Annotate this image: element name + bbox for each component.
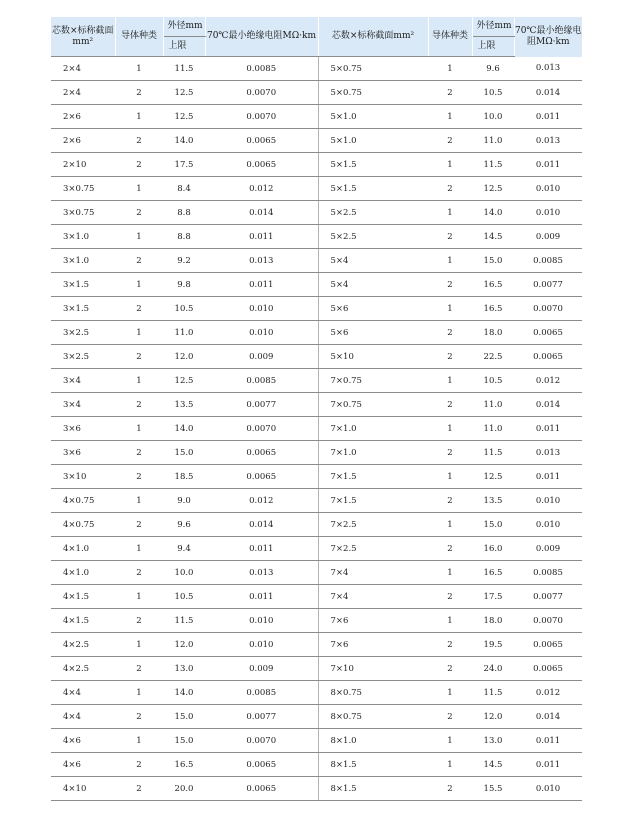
cell-left-cores-section: 4×1.0 bbox=[51, 537, 115, 561]
cell-left-conductor-type: 1 bbox=[115, 633, 163, 657]
cell-right-outer-diameter: 13.0 bbox=[472, 729, 514, 753]
cell-left-insulation-resistance: 0.013 bbox=[205, 249, 318, 273]
cell-right-conductor-type: 1 bbox=[428, 369, 472, 393]
cell-left-conductor-type: 2 bbox=[115, 561, 163, 585]
table-row bbox=[51, 417, 582, 441]
cell-right-outer-diameter: 13.5 bbox=[472, 489, 514, 513]
cell-left-cores-section: 3×6 bbox=[51, 417, 115, 441]
cell-right-conductor-type: 1 bbox=[428, 153, 472, 177]
cell-left-outer-diameter: 17.5 bbox=[163, 153, 205, 177]
cell-left-cores-section: 4×6 bbox=[51, 753, 115, 777]
cell-left-outer-diameter: 13.5 bbox=[163, 393, 205, 417]
cell-right-conductor-type: 1 bbox=[428, 561, 472, 585]
cell-right-conductor-type: 1 bbox=[428, 417, 472, 441]
cell-right-insulation-resistance: 0.0077 bbox=[514, 585, 582, 609]
cell-left-cores-section: 4×1.0 bbox=[51, 561, 115, 585]
cell-right-insulation-resistance: 0.011 bbox=[514, 729, 582, 753]
cell-left-outer-diameter: 9.6 bbox=[163, 513, 205, 537]
cell-right-cores-section: 7×10 bbox=[318, 657, 428, 681]
cell-left-cores-section: 4×10 bbox=[51, 777, 115, 801]
cell-left-outer-diameter: 12.5 bbox=[163, 369, 205, 393]
cell-left-conductor-type: 2 bbox=[115, 345, 163, 369]
cell-right-cores-section: 8×1.0 bbox=[318, 729, 428, 753]
cell-left-outer-diameter: 15.0 bbox=[163, 705, 205, 729]
cell-right-conductor-type: 2 bbox=[428, 537, 472, 561]
cell-right-cores-section: 8×0.75 bbox=[318, 705, 428, 729]
cell-right-insulation-resistance: 0.014 bbox=[514, 393, 582, 417]
cell-right-cores-section: 5×4 bbox=[318, 273, 428, 297]
cell-right-cores-section: 7×1.0 bbox=[318, 417, 428, 441]
table-row bbox=[51, 705, 582, 729]
cell-right-conductor-type: 2 bbox=[428, 81, 472, 105]
cell-left-insulation-resistance: 0.0065 bbox=[205, 129, 318, 153]
cell-left-insulation-resistance: 0.012 bbox=[205, 177, 318, 201]
header-outer-diameter-right: 外径mm bbox=[472, 17, 514, 37]
cell-right-insulation-resistance: 0.0065 bbox=[514, 345, 582, 369]
cell-left-insulation-resistance: 0.010 bbox=[205, 321, 318, 345]
table-row bbox=[51, 585, 582, 609]
cell-right-insulation-resistance: 0.0065 bbox=[514, 321, 582, 345]
cell-left-insulation-resistance: 0.0065 bbox=[205, 753, 318, 777]
cell-right-cores-section: 7×1.5 bbox=[318, 489, 428, 513]
cell-right-cores-section: 7×4 bbox=[318, 561, 428, 585]
cell-right-outer-diameter: 15.5 bbox=[472, 777, 514, 801]
cell-left-outer-diameter: 15.0 bbox=[163, 441, 205, 465]
cell-left-insulation-resistance: 0.0065 bbox=[205, 465, 318, 489]
cell-right-insulation-resistance: 0.010 bbox=[514, 513, 582, 537]
cell-right-insulation-resistance: 0.010 bbox=[514, 489, 582, 513]
cell-right-insulation-resistance: 0.009 bbox=[514, 225, 582, 249]
table-row bbox=[51, 369, 582, 393]
cell-left-insulation-resistance: 0.011 bbox=[205, 537, 318, 561]
cell-left-insulation-resistance: 0.010 bbox=[205, 633, 318, 657]
table-row bbox=[51, 105, 582, 129]
cell-left-cores-section: 3×1.5 bbox=[51, 273, 115, 297]
cell-right-insulation-resistance: 0.0077 bbox=[514, 273, 582, 297]
cell-right-cores-section: 7×1.0 bbox=[318, 441, 428, 465]
header-insulation-resistance-right: 70℃最小绝缘电阻MΩ·km bbox=[514, 17, 582, 57]
cell-right-conductor-type: 1 bbox=[428, 201, 472, 225]
table-row bbox=[51, 393, 582, 417]
table-row bbox=[51, 729, 582, 753]
cell-right-conductor-type: 2 bbox=[428, 129, 472, 153]
table-row bbox=[51, 681, 582, 705]
cell-left-insulation-resistance: 0.0070 bbox=[205, 417, 318, 441]
cell-right-cores-section: 7×2.5 bbox=[318, 537, 428, 561]
cell-right-cores-section: 5×6 bbox=[318, 321, 428, 345]
cell-right-insulation-resistance: 0.0085 bbox=[514, 249, 582, 273]
cell-left-outer-diameter: 9.2 bbox=[163, 249, 205, 273]
table-row bbox=[51, 321, 582, 345]
cell-right-cores-section: 8×0.75 bbox=[318, 681, 428, 705]
cell-left-cores-section: 2×10 bbox=[51, 153, 115, 177]
table-row bbox=[51, 297, 582, 321]
cell-right-cores-section: 8×1.5 bbox=[318, 777, 428, 801]
cell-left-cores-section: 3×6 bbox=[51, 441, 115, 465]
cell-left-insulation-resistance: 0.0065 bbox=[205, 153, 318, 177]
cell-left-conductor-type: 2 bbox=[115, 201, 163, 225]
table-row bbox=[51, 81, 582, 105]
table-row bbox=[51, 201, 582, 225]
cell-right-outer-diameter: 12.5 bbox=[472, 177, 514, 201]
cell-left-insulation-resistance: 0.010 bbox=[205, 297, 318, 321]
table-row bbox=[51, 249, 582, 273]
cell-left-outer-diameter: 14.0 bbox=[163, 129, 205, 153]
cell-left-conductor-type: 1 bbox=[115, 105, 163, 129]
cell-right-cores-section: 7×0.75 bbox=[318, 393, 428, 417]
cell-left-cores-section: 3×2.5 bbox=[51, 345, 115, 369]
cell-right-insulation-resistance: 0.013 bbox=[514, 129, 582, 153]
cell-left-outer-diameter: 11.5 bbox=[163, 57, 205, 81]
cell-left-conductor-type: 2 bbox=[115, 753, 163, 777]
cell-left-outer-diameter: 11.0 bbox=[163, 321, 205, 345]
header-cores-section-right: 芯数×标称截面mm² bbox=[318, 17, 428, 57]
cell-left-conductor-type: 2 bbox=[115, 513, 163, 537]
cell-left-cores-section: 3×4 bbox=[51, 393, 115, 417]
cell-right-insulation-resistance: 0.014 bbox=[514, 81, 582, 105]
cell-right-conductor-type: 2 bbox=[428, 777, 472, 801]
table-row bbox=[51, 537, 582, 561]
header-outer-diameter-left: 外径mm bbox=[163, 17, 205, 37]
cell-left-conductor-type: 1 bbox=[115, 57, 163, 81]
cell-left-insulation-resistance: 0.0070 bbox=[205, 105, 318, 129]
cell-left-conductor-type: 1 bbox=[115, 681, 163, 705]
cell-left-outer-diameter: 10.5 bbox=[163, 585, 205, 609]
cell-left-outer-diameter: 12.0 bbox=[163, 345, 205, 369]
header-conductor-type-right: 导体种类 bbox=[428, 17, 472, 57]
cell-left-conductor-type: 2 bbox=[115, 441, 163, 465]
cell-left-cores-section: 3×1.5 bbox=[51, 297, 115, 321]
cell-right-outer-diameter: 9.6 bbox=[472, 57, 514, 81]
cell-right-insulation-resistance: 0.010 bbox=[514, 777, 582, 801]
cell-right-conductor-type: 1 bbox=[428, 249, 472, 273]
table-row bbox=[51, 657, 582, 681]
header-conductor-type-left: 导体种类 bbox=[115, 17, 163, 57]
cell-left-outer-diameter: 13.0 bbox=[163, 657, 205, 681]
cell-right-outer-diameter: 14.5 bbox=[472, 225, 514, 249]
cell-right-outer-diameter: 10.5 bbox=[472, 369, 514, 393]
cell-left-insulation-resistance: 0.0070 bbox=[205, 729, 318, 753]
cell-left-conductor-type: 1 bbox=[115, 537, 163, 561]
cell-left-cores-section: 4×4 bbox=[51, 681, 115, 705]
header-insulation-resistance-left: 70℃最小绝缘电阻MΩ·km bbox=[205, 17, 318, 57]
cell-right-outer-diameter: 11.0 bbox=[472, 393, 514, 417]
cell-right-outer-diameter: 16.5 bbox=[472, 297, 514, 321]
cell-left-outer-diameter: 12.0 bbox=[163, 633, 205, 657]
table-row bbox=[51, 513, 582, 537]
cell-right-cores-section: 7×4 bbox=[318, 585, 428, 609]
cell-left-outer-diameter: 15.0 bbox=[163, 729, 205, 753]
cell-right-conductor-type: 1 bbox=[428, 513, 472, 537]
cell-right-insulation-resistance: 0.011 bbox=[514, 465, 582, 489]
cell-left-cores-section: 4×0.75 bbox=[51, 513, 115, 537]
cell-left-cores-section: 3×2.5 bbox=[51, 321, 115, 345]
cell-right-outer-diameter: 10.0 bbox=[472, 105, 514, 129]
table-row bbox=[51, 153, 582, 177]
cell-left-outer-diameter: 9.4 bbox=[163, 537, 205, 561]
cell-right-cores-section: 7×0.75 bbox=[318, 369, 428, 393]
cell-left-cores-section: 4×2.5 bbox=[51, 633, 115, 657]
cell-left-insulation-resistance: 0.0065 bbox=[205, 777, 318, 801]
cell-right-insulation-resistance: 0.012 bbox=[514, 681, 582, 705]
cell-left-insulation-resistance: 0.0077 bbox=[205, 393, 318, 417]
cell-right-insulation-resistance: 0.010 bbox=[514, 177, 582, 201]
cell-right-insulation-resistance: 0.011 bbox=[514, 105, 582, 129]
cell-left-outer-diameter: 11.5 bbox=[163, 609, 205, 633]
cell-left-outer-diameter: 14.0 bbox=[163, 681, 205, 705]
cell-right-conductor-type: 2 bbox=[428, 633, 472, 657]
cell-right-outer-diameter: 16.5 bbox=[472, 561, 514, 585]
cell-left-outer-diameter: 8.4 bbox=[163, 177, 205, 201]
cell-left-conductor-type: 1 bbox=[115, 369, 163, 393]
cell-left-conductor-type: 2 bbox=[115, 657, 163, 681]
cell-right-outer-diameter: 22.5 bbox=[472, 345, 514, 369]
header-cores-section-left: 芯数×标称截面mm² bbox=[51, 17, 115, 57]
cell-right-cores-section: 5×1.5 bbox=[318, 177, 428, 201]
cell-left-cores-section: 3×10 bbox=[51, 465, 115, 489]
cell-left-conductor-type: 2 bbox=[115, 297, 163, 321]
cell-right-outer-diameter: 15.0 bbox=[472, 249, 514, 273]
cell-right-insulation-resistance: 0.013 bbox=[514, 57, 582, 81]
cell-right-cores-section: 5×10 bbox=[318, 345, 428, 369]
table-row bbox=[51, 225, 582, 249]
table-row bbox=[51, 345, 582, 369]
cell-left-cores-section: 2×6 bbox=[51, 105, 115, 129]
cell-right-insulation-resistance: 0.0065 bbox=[514, 657, 582, 681]
cell-left-cores-section: 4×4 bbox=[51, 705, 115, 729]
cell-left-conductor-type: 1 bbox=[115, 585, 163, 609]
cell-right-outer-diameter: 16.0 bbox=[472, 537, 514, 561]
cell-right-cores-section: 5×2.5 bbox=[318, 225, 428, 249]
cell-right-outer-diameter: 19.5 bbox=[472, 633, 514, 657]
cell-right-cores-section: 8×1.5 bbox=[318, 753, 428, 777]
cell-right-cores-section: 5×1.5 bbox=[318, 153, 428, 177]
table-row bbox=[51, 489, 582, 513]
cell-left-conductor-type: 2 bbox=[115, 81, 163, 105]
cell-left-conductor-type: 1 bbox=[115, 273, 163, 297]
cell-right-outer-diameter: 11.0 bbox=[472, 129, 514, 153]
cell-left-outer-diameter: 9.0 bbox=[163, 489, 205, 513]
cell-right-conductor-type: 1 bbox=[428, 753, 472, 777]
cell-left-cores-section: 2×6 bbox=[51, 129, 115, 153]
cell-left-outer-diameter: 20.0 bbox=[163, 777, 205, 801]
cell-right-cores-section: 5×6 bbox=[318, 297, 428, 321]
cell-right-outer-diameter: 24.0 bbox=[472, 657, 514, 681]
cell-left-cores-section: 4×0.75 bbox=[51, 489, 115, 513]
cell-right-cores-section: 5×2.5 bbox=[318, 201, 428, 225]
cell-right-outer-diameter: 18.0 bbox=[472, 321, 514, 345]
cell-right-insulation-resistance: 0.0070 bbox=[514, 297, 582, 321]
cell-right-insulation-resistance: 0.014 bbox=[514, 705, 582, 729]
cell-right-cores-section: 7×2.5 bbox=[318, 513, 428, 537]
header-upper-limit-right: 上限 bbox=[472, 37, 514, 57]
cell-left-insulation-resistance: 0.0085 bbox=[205, 369, 318, 393]
cell-left-insulation-resistance: 0.0085 bbox=[205, 681, 318, 705]
cell-left-cores-section: 2×4 bbox=[51, 57, 115, 81]
cell-left-conductor-type: 2 bbox=[115, 609, 163, 633]
cell-right-outer-diameter: 11.0 bbox=[472, 417, 514, 441]
cell-right-conductor-type: 1 bbox=[428, 681, 472, 705]
cell-left-conductor-type: 2 bbox=[115, 153, 163, 177]
cell-right-insulation-resistance: 0.011 bbox=[514, 153, 582, 177]
cell-right-cores-section: 7×6 bbox=[318, 609, 428, 633]
cell-right-conductor-type: 2 bbox=[428, 321, 472, 345]
cell-right-cores-section: 7×6 bbox=[318, 633, 428, 657]
cell-right-insulation-resistance: 0.009 bbox=[514, 537, 582, 561]
cell-right-conductor-type: 1 bbox=[428, 105, 472, 129]
cell-left-outer-diameter: 9.8 bbox=[163, 273, 205, 297]
table-row bbox=[51, 561, 582, 585]
table-row bbox=[51, 633, 582, 657]
cell-left-insulation-resistance: 0.011 bbox=[205, 273, 318, 297]
cell-right-outer-diameter: 12.0 bbox=[472, 705, 514, 729]
cell-right-conductor-type: 2 bbox=[428, 393, 472, 417]
cell-right-outer-diameter: 18.0 bbox=[472, 609, 514, 633]
cell-left-insulation-resistance: 0.014 bbox=[205, 513, 318, 537]
cell-left-conductor-type: 1 bbox=[115, 225, 163, 249]
cell-right-cores-section: 7×1.5 bbox=[318, 465, 428, 489]
table-row bbox=[51, 609, 582, 633]
cell-right-insulation-resistance: 0.010 bbox=[514, 201, 582, 225]
cell-left-outer-diameter: 12.5 bbox=[163, 81, 205, 105]
cell-left-insulation-resistance: 0.014 bbox=[205, 201, 318, 225]
cell-right-conductor-type: 2 bbox=[428, 225, 472, 249]
table-row bbox=[51, 57, 582, 81]
cell-right-outer-diameter: 11.5 bbox=[472, 153, 514, 177]
cell-right-conductor-type: 1 bbox=[428, 57, 472, 81]
header-row bbox=[51, 17, 582, 37]
cell-left-conductor-type: 2 bbox=[115, 129, 163, 153]
cell-left-cores-section: 4×6 bbox=[51, 729, 115, 753]
table-row bbox=[51, 273, 582, 297]
cell-left-outer-diameter: 10.0 bbox=[163, 561, 205, 585]
cell-left-cores-section: 4×1.5 bbox=[51, 585, 115, 609]
cell-right-conductor-type: 2 bbox=[428, 489, 472, 513]
cell-left-outer-diameter: 14.0 bbox=[163, 417, 205, 441]
cell-left-outer-diameter: 18.5 bbox=[163, 465, 205, 489]
cell-right-conductor-type: 1 bbox=[428, 465, 472, 489]
cell-left-outer-diameter: 8.8 bbox=[163, 225, 205, 249]
cell-left-conductor-type: 1 bbox=[115, 177, 163, 201]
table-row bbox=[51, 777, 582, 801]
cell-right-conductor-type: 2 bbox=[428, 441, 472, 465]
cell-left-cores-section: 3×0.75 bbox=[51, 201, 115, 225]
cell-right-insulation-resistance: 0.012 bbox=[514, 369, 582, 393]
header-upper-limit-left: 上限 bbox=[163, 37, 205, 57]
cell-left-insulation-resistance: 0.0065 bbox=[205, 441, 318, 465]
cell-left-insulation-resistance: 0.013 bbox=[205, 561, 318, 585]
cell-right-insulation-resistance: 0.013 bbox=[514, 441, 582, 465]
table-row bbox=[51, 441, 582, 465]
cell-right-cores-section: 5×1.0 bbox=[318, 105, 428, 129]
cell-right-conductor-type: 1 bbox=[428, 297, 472, 321]
cell-right-outer-diameter: 10.5 bbox=[472, 81, 514, 105]
cell-left-insulation-resistance: 0.012 bbox=[205, 489, 318, 513]
cell-left-insulation-resistance: 0.0070 bbox=[205, 81, 318, 105]
cell-right-outer-diameter: 11.5 bbox=[472, 681, 514, 705]
cell-right-outer-diameter: 15.0 bbox=[472, 513, 514, 537]
cell-right-insulation-resistance: 0.0065 bbox=[514, 633, 582, 657]
cell-left-outer-diameter: 10.5 bbox=[163, 297, 205, 321]
cell-right-conductor-type: 2 bbox=[428, 177, 472, 201]
cell-left-insulation-resistance: 0.010 bbox=[205, 609, 318, 633]
cell-left-outer-diameter: 16.5 bbox=[163, 753, 205, 777]
cell-left-conductor-type: 2 bbox=[115, 393, 163, 417]
table-row bbox=[51, 753, 582, 777]
table-row bbox=[51, 129, 582, 153]
cell-left-conductor-type: 2 bbox=[115, 777, 163, 801]
cell-left-conductor-type: 1 bbox=[115, 489, 163, 513]
table-row bbox=[51, 465, 582, 489]
table-body bbox=[51, 57, 582, 801]
cell-left-cores-section: 3×0.75 bbox=[51, 177, 115, 201]
cell-right-conductor-type: 2 bbox=[428, 585, 472, 609]
cell-right-cores-section: 5×0.75 bbox=[318, 57, 428, 81]
cell-left-cores-section: 3×4 bbox=[51, 369, 115, 393]
cell-right-conductor-type: 2 bbox=[428, 705, 472, 729]
cell-right-cores-section: 5×0.75 bbox=[318, 81, 428, 105]
cell-right-outer-diameter: 17.5 bbox=[472, 585, 514, 609]
table-row bbox=[51, 177, 582, 201]
cell-right-insulation-resistance: 0.011 bbox=[514, 417, 582, 441]
cell-right-conductor-type: 2 bbox=[428, 657, 472, 681]
cell-right-outer-diameter: 14.0 bbox=[472, 201, 514, 225]
cell-left-conductor-type: 1 bbox=[115, 417, 163, 441]
cell-left-cores-section: 4×1.5 bbox=[51, 609, 115, 633]
cell-right-insulation-resistance: 0.011 bbox=[514, 753, 582, 777]
cell-left-conductor-type: 2 bbox=[115, 705, 163, 729]
cell-right-outer-diameter: 14.5 bbox=[472, 753, 514, 777]
cell-right-cores-section: 5×4 bbox=[318, 249, 428, 273]
cell-left-conductor-type: 1 bbox=[115, 729, 163, 753]
cell-left-outer-diameter: 12.5 bbox=[163, 105, 205, 129]
cell-right-conductor-type: 2 bbox=[428, 345, 472, 369]
cell-right-outer-diameter: 16.5 bbox=[472, 273, 514, 297]
cell-right-cores-section: 5×1.0 bbox=[318, 129, 428, 153]
cell-left-insulation-resistance: 0.009 bbox=[205, 657, 318, 681]
cell-right-outer-diameter: 11.5 bbox=[472, 441, 514, 465]
cell-left-cores-section: 3×1.0 bbox=[51, 225, 115, 249]
cable-spec-table-container bbox=[51, 17, 582, 801]
cell-left-cores-section: 3×1.0 bbox=[51, 249, 115, 273]
cell-right-insulation-resistance: 0.0070 bbox=[514, 609, 582, 633]
cell-right-conductor-type: 1 bbox=[428, 729, 472, 753]
cable-spec-table bbox=[51, 17, 582, 801]
cell-left-conductor-type: 2 bbox=[115, 249, 163, 273]
cell-left-outer-diameter: 8.8 bbox=[163, 201, 205, 225]
cell-left-cores-section: 2×4 bbox=[51, 81, 115, 105]
cell-right-insulation-resistance: 0.0085 bbox=[514, 561, 582, 585]
cell-left-insulation-resistance: 0.011 bbox=[205, 585, 318, 609]
cell-left-insulation-resistance: 0.011 bbox=[205, 225, 318, 249]
cell-right-outer-diameter: 12.5 bbox=[472, 465, 514, 489]
cell-left-insulation-resistance: 0.009 bbox=[205, 345, 318, 369]
cell-left-conductor-type: 1 bbox=[115, 321, 163, 345]
cell-left-cores-section: 4×2.5 bbox=[51, 657, 115, 681]
cell-right-conductor-type: 2 bbox=[428, 273, 472, 297]
cell-left-insulation-resistance: 0.0077 bbox=[205, 705, 318, 729]
cell-left-conductor-type: 2 bbox=[115, 465, 163, 489]
cell-right-conductor-type: 1 bbox=[428, 609, 472, 633]
cell-left-insulation-resistance: 0.0085 bbox=[205, 57, 318, 81]
